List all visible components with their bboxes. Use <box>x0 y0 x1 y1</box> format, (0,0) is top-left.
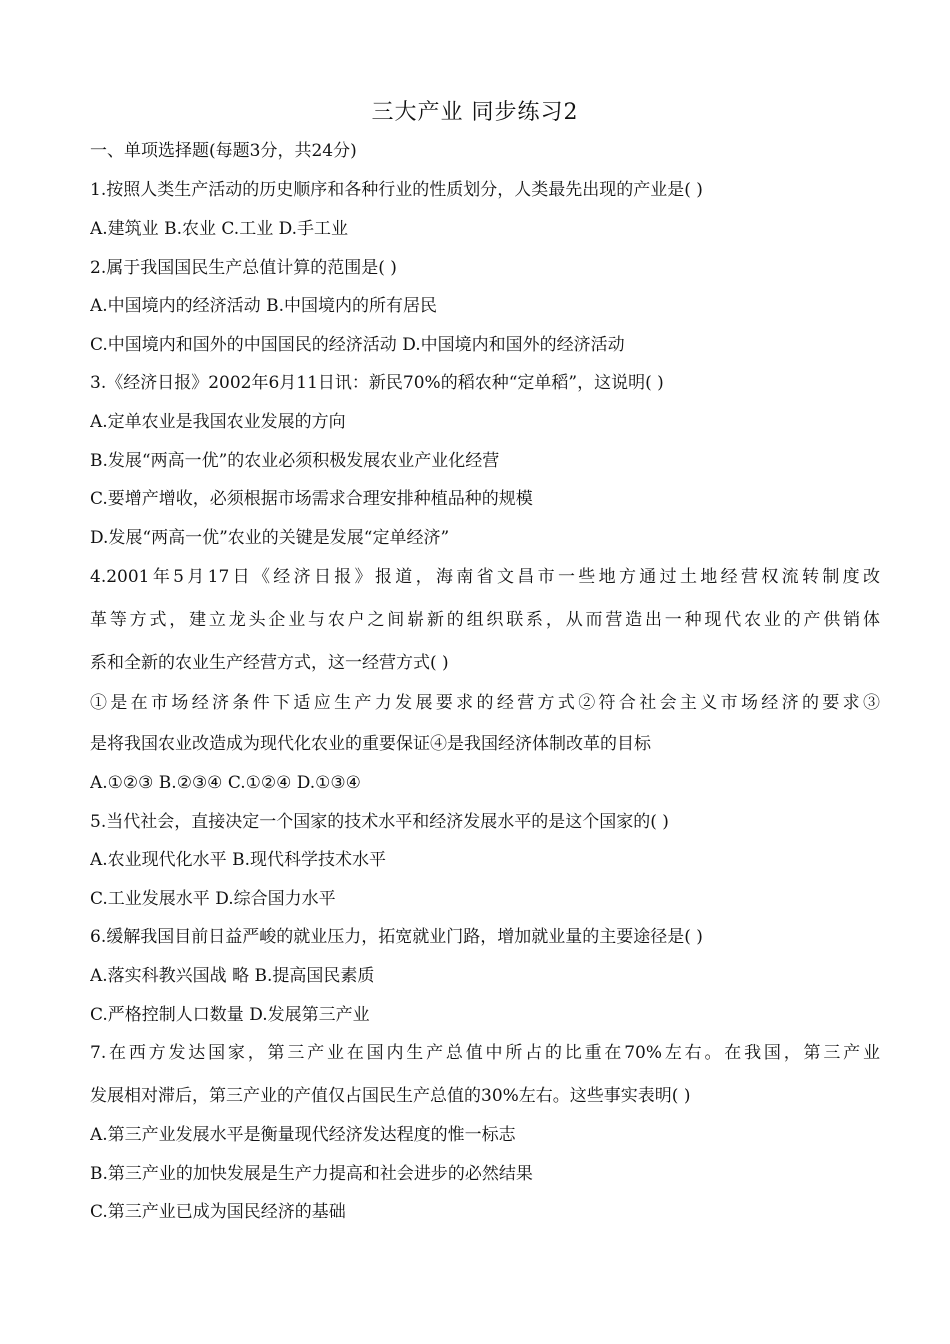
question-1-stem: 1.按照人类生产活动的历史顺序和各种行业的性质划分，人类最先出现的产业是( ) <box>90 180 703 200</box>
question-4-statements-line-2: 是将我国农业改造成为现代化农业的重要保证④是我国经济体制改革的目标 <box>90 734 651 754</box>
question-3-option-a: A.定单农业是我国农业发展的方向 <box>90 412 346 432</box>
question-7-stem-line-2: 发展相对滞后，第三产业的产值仅占国民生产总值的30%左右。这些事实表明( ) <box>90 1086 691 1106</box>
question-3-option-d: D.发展“两高一优”农业的关键是发展“定单经济” <box>90 528 450 548</box>
question-5-options-cd: C.工业发展水平 D.综合国力水平 <box>90 889 336 909</box>
question-4-stem-line-1: 4.2001年5月17日《经济日报》报道，海南省文昌市一些地方通过土地经营权流转制度改 <box>90 567 880 587</box>
section-heading: 一、单项选择题(每题3分，共24分) <box>90 141 357 161</box>
question-4-statements-line-1: ①是在市场经济条件下适应生产力发展要求的经营方式②符合社会主义市场经济的要求③ <box>90 693 880 713</box>
question-2-options-ab: A.中国境内的经济活动 B.中国境内的所有居民 <box>90 296 437 316</box>
question-2-stem: 2.属于我国国民生产总值计算的范围是( ) <box>90 258 397 278</box>
question-7-option-a: A.第三产业发展水平是衡量现代经济发达程度的惟一标志 <box>90 1125 516 1145</box>
question-3-option-c: C.要增产增收，必须根据市场需求合理安排种植品种的规模 <box>90 489 533 509</box>
question-4-stem-line-2: 革等方式，建立龙头企业与农户之间崭新的组织联系，从而营造出一种现代农业的产供销体 <box>90 610 880 630</box>
document-title: 三大产业 同步练习2 <box>371 100 579 125</box>
question-2-options-cd: C.中国境内和国外的中国国民的经济活动 D.中国境内和国外的经济活动 <box>90 335 625 355</box>
question-5-options-ab: A.农业现代化水平 B.现代科学技术水平 <box>90 850 386 870</box>
question-5-stem: 5.当代社会，直接决定一个国家的技术水平和经济发展水平的是这个国家的( ) <box>90 812 669 832</box>
question-3-option-b: B.发展“两高一优”的农业必须积极发展农业产业化经营 <box>90 451 500 471</box>
question-6-options-ab: A.落实科教兴国战 略 B.提高国民素质 <box>90 966 375 986</box>
question-6-options-cd: C.严格控制人口数量 D.发展第三产业 <box>90 1005 370 1025</box>
question-7-option-b: B.第三产业的加快发展是生产力提高和社会进步的必然结果 <box>90 1164 533 1184</box>
question-1-options: A.建筑业 B.农业 C.工业 D.手工业 <box>90 219 349 239</box>
question-7-stem-line-1: 7.在西方发达国家，第三产业在国内生产总值中所占的比重在70%左右。在我国，第三产业 <box>90 1043 880 1063</box>
question-7-option-c: C.第三产业已成为国民经济的基础 <box>90 1202 346 1222</box>
question-6-stem: 6.缓解我国目前日益严峻的就业压力，拓宽就业门路，增加就业量的主要途径是( ) <box>90 927 703 947</box>
question-3-stem: 3.《经济日报》2002年6月11日讯：新民70%的稻农种“定单稻”，这说明( ) <box>90 373 664 393</box>
question-4-stem-line-3: 系和全新的农业生产经营方式，这一经营方式( ) <box>90 653 449 673</box>
question-4-options: A.①②③ B.②③④ C.①②④ D.①③④ <box>90 773 361 793</box>
